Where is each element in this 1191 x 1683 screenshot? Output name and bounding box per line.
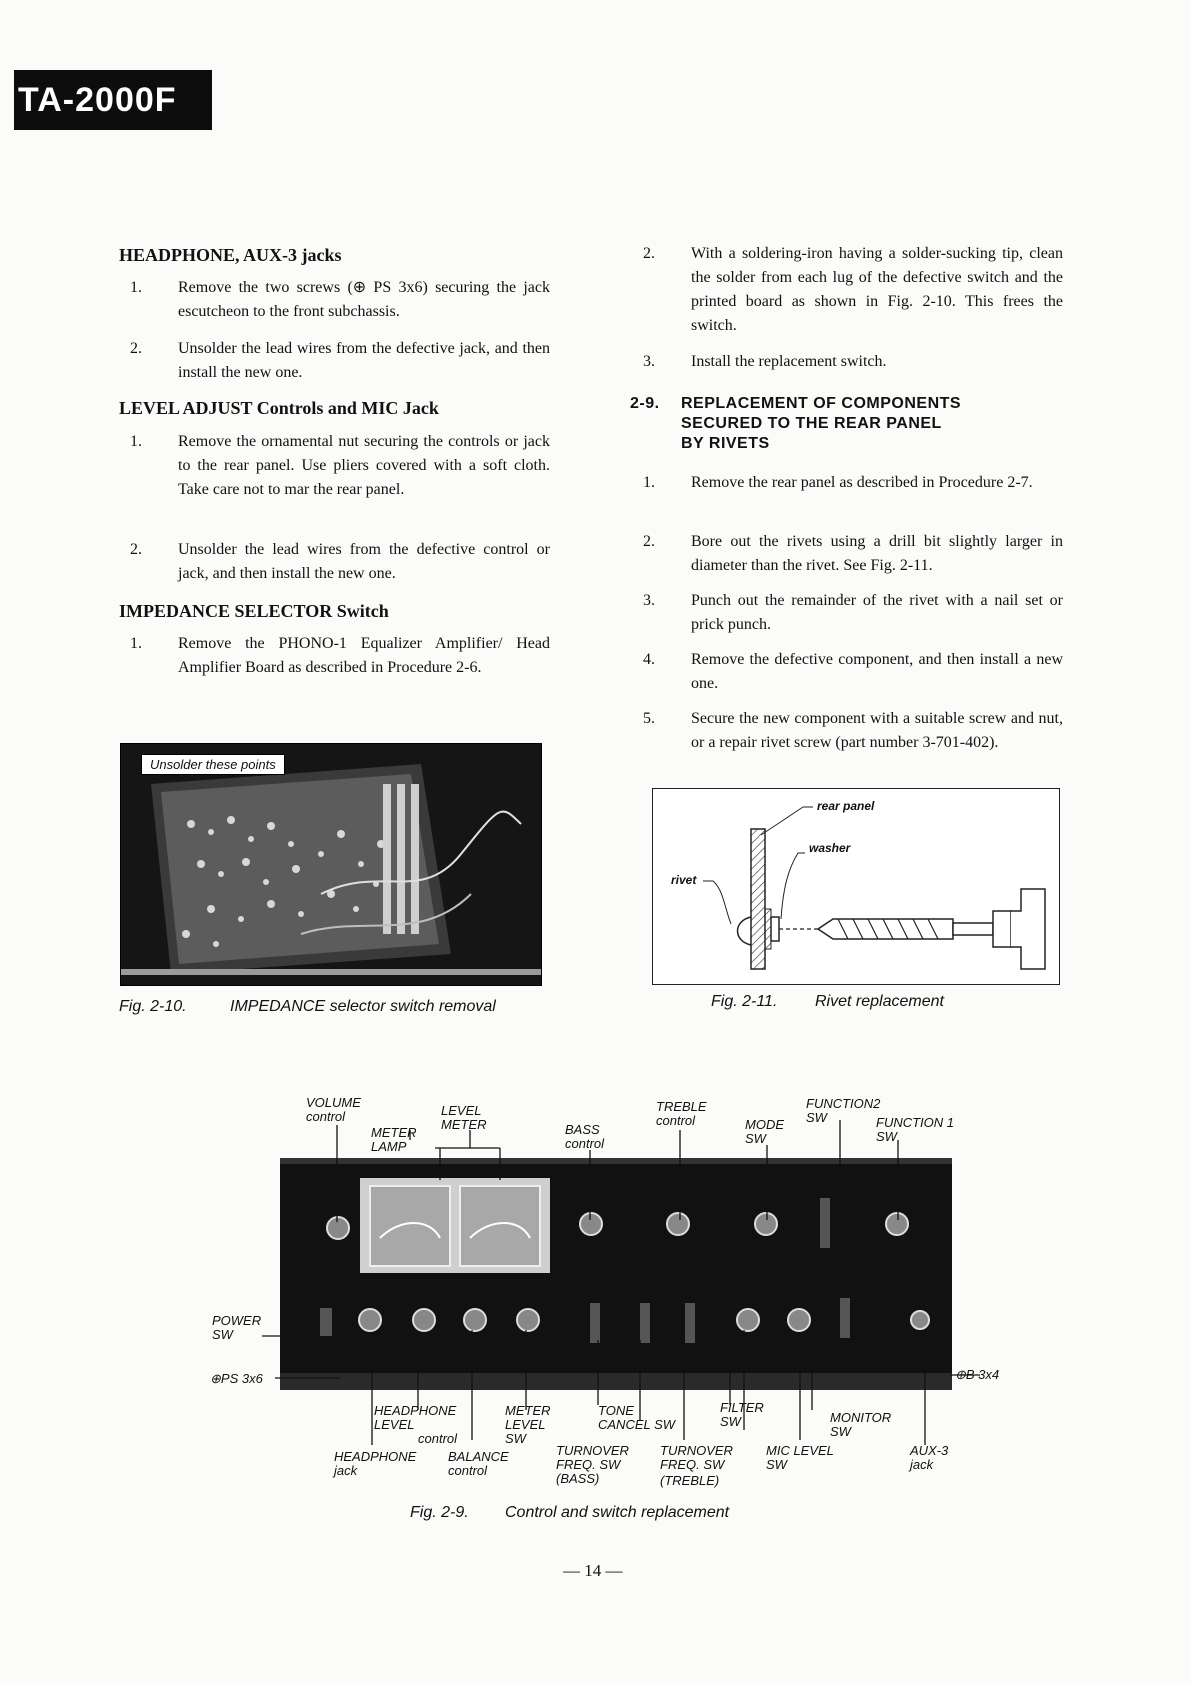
heading-level-adjust: LEVEL ADJUST Controls and MIC Jack [119, 398, 439, 418]
item-text: Unsolder the lead wires from the defective control or jack, and then install the new one. [178, 541, 550, 582]
item-number: 2. [643, 245, 655, 262]
label-balance: BALANCE [448, 1449, 509, 1464]
label-turnover-bass: TURNOVER [556, 1443, 629, 1458]
section-title-line-3: BY RIVETS [681, 435, 770, 452]
item-text: Unsolder the lead wires from the defective jack, and then install the new one. [178, 340, 550, 381]
label-meter-lamp: METER [371, 1125, 417, 1140]
label-level: LEVEL [441, 1103, 482, 1118]
label-aux-jack: AUX-3 [910, 1443, 949, 1458]
label-treble-sub: control [656, 1113, 696, 1128]
label-filter: FILTER [720, 1400, 764, 1415]
label-filter-sub: SW [720, 1414, 741, 1429]
item-number: 2. [130, 340, 142, 357]
heading-impedance-selector: IMPEDANCE SELECTOR Switch [119, 601, 389, 621]
label-rivet: rivet [671, 873, 697, 887]
label-headphone-level-sub: LEVEL [374, 1417, 415, 1432]
label-ps-screw: ⊕PS 3x6 [210, 1371, 263, 1386]
label-mode-sub: SW [745, 1131, 766, 1146]
fig-2-9-title: Control and switch replacement [505, 1504, 730, 1521]
item-text: With a soldering-iron having a solder-sucking tip, clean the solder from each lug of the defective switch and the printed board as shown in Fig. 2-10. This frees the switch. [691, 245, 1063, 334]
section-title-line-1: REPLACEMENT OF COMPONENTS [681, 395, 962, 412]
section-title-line-2: SECURED TO THE REAR PANEL [681, 415, 942, 432]
label-treble: TREBLE [656, 1099, 707, 1114]
item-number: 1. [130, 635, 142, 652]
page-number: — 14 — [563, 1561, 623, 1580]
label-function2-sub: SW [806, 1110, 827, 1125]
item-number: 1. [130, 433, 142, 450]
item-text: Bore out the rivets using a drill bit slightly larger in diameter than the rivet. See Fig. 2-11. [691, 533, 1063, 574]
label-meter-level: METER [505, 1403, 551, 1418]
label-headphone-level-sub2: control [418, 1431, 458, 1446]
item-text: Remove the defective component, and then install a new one. [691, 651, 1063, 692]
fig-2-11-title: Rivet replacement [815, 993, 944, 1010]
label-meter-level-sub2: SW [505, 1431, 526, 1446]
label-turnover-bass-sub2: (BASS) [556, 1471, 600, 1486]
label-power-sub: SW [212, 1327, 233, 1342]
item-number: 5. [643, 710, 655, 727]
item-text: Remove the two screws (⊕ PS 3x6) securing the jack escutcheon to the front subchassis. [178, 279, 550, 320]
label-power: POWER [212, 1313, 262, 1328]
label-function1-sub: SW [876, 1129, 897, 1144]
label-volume-sub: control [306, 1109, 346, 1124]
item-text: Remove the rear panel as described in Procedure 2-7. [691, 474, 1033, 491]
label-meter-lamp-sub: LAMP [371, 1139, 407, 1154]
photo-annotation: Unsolder these points [141, 754, 285, 775]
item-number: 1. [643, 474, 655, 491]
fig-2-11-number: Fig. 2-11. [711, 993, 778, 1010]
item-text: Secure the new component with a suitable screw and nut, or a repair rivet screw (part number 3-701-402). [691, 710, 1063, 751]
item-number: 1. [130, 279, 142, 296]
item-number: 2. [130, 541, 142, 558]
label-function1: FUNCTION 1 [876, 1115, 954, 1130]
fig-2-10-title: IMPEDANCE selector switch removal [230, 998, 496, 1015]
label-monitor-sub: SW [830, 1424, 851, 1439]
heading-headphone-aux: HEADPHONE, AUX-3 jacks [119, 245, 342, 265]
item-number: 3. [643, 353, 655, 370]
label-turnover-treble-sub: FREQ. SW [660, 1457, 725, 1472]
item-number: 2. [643, 533, 655, 550]
label-function2: FUNCTION2 [806, 1096, 881, 1111]
item-text: Install the replacement switch. [691, 353, 887, 370]
section-number-2-9: 2-9. [630, 395, 660, 412]
label-turnover-treble-sub2: (TREBLE) [660, 1473, 720, 1488]
label-monitor: MONITOR [830, 1410, 892, 1425]
label-meter-level-sub: LEVEL [505, 1417, 546, 1432]
label-volume: VOLUME [306, 1095, 361, 1110]
label-headphone-level: HEADPHONE [374, 1403, 457, 1418]
label-tone-cancel-sub: CANCEL SW [598, 1417, 676, 1432]
fig-2-9-number: Fig. 2-9. [410, 1504, 469, 1521]
label-turnover-bass-sub: FREQ. SW [556, 1457, 621, 1472]
label-b-screw: ⊕B 3x4 [955, 1367, 1000, 1382]
item-number: 4. [643, 651, 655, 668]
label-bass: BASS [565, 1122, 600, 1137]
label-aux-jack-sub: jack [910, 1457, 934, 1472]
label-tone-cancel: TONE [598, 1403, 634, 1418]
model-badge: TA-2000F [14, 70, 212, 130]
label-headphone-jack: HEADPHONE [334, 1449, 417, 1464]
item-text: Remove the ornamental nut securing the controls or jack to the rear panel. Use pliers covered with a soft cloth. Take care not to mar the rear panel. [178, 433, 550, 498]
item-number: 3. [643, 592, 655, 609]
label-headphone-jack-sub: jack [334, 1463, 358, 1478]
label-mic-level-sub: SW [766, 1457, 787, 1472]
label-turnover-treble: TURNOVER [660, 1443, 733, 1458]
label-bass-sub: control [565, 1136, 605, 1151]
label-washer: washer [809, 841, 851, 855]
label-mic-level: MIC LEVEL [766, 1443, 834, 1458]
item-text: Punch out the remainder of the rivet with a nail set or prick punch. [691, 592, 1063, 633]
label-mode: MODE [745, 1117, 784, 1132]
label-balance-sub: control [448, 1463, 488, 1478]
label-level-sub: METER [441, 1117, 487, 1132]
item-text: Remove the PHONO-1 Equalizer Amplifier/ Head Amplifier Board as described in Procedure 2-6. [178, 635, 550, 676]
label-rear-panel: rear panel [817, 799, 875, 813]
fig-2-10-number: Fig. 2-10. [119, 998, 187, 1015]
